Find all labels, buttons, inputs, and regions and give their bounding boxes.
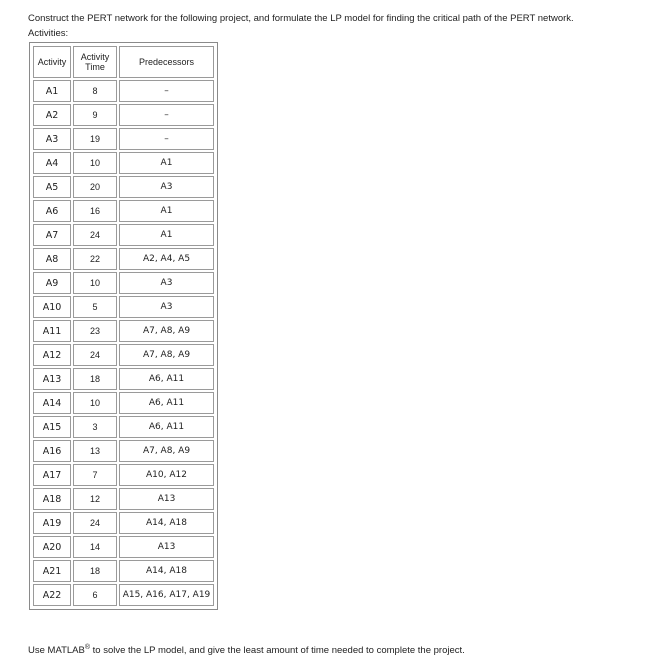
time-cell: 18 <box>73 368 117 390</box>
table-body <box>33 80 214 606</box>
table-row <box>33 488 214 510</box>
activity-cell: A12 <box>33 344 71 366</box>
activity-cell: A11 <box>33 320 71 342</box>
activity-cell: A7 <box>33 224 71 246</box>
predecessors-cell: A1 <box>119 152 214 174</box>
activity-cell: A21 <box>33 560 71 582</box>
table-row <box>33 272 214 294</box>
table-row <box>33 584 214 606</box>
time-cell: 16 <box>73 200 117 222</box>
table-row <box>33 152 214 174</box>
activities-label: Activities: <box>28 28 69 39</box>
predecessors-cell: A6, A11 <box>119 368 214 390</box>
activity-cell: A17 <box>33 464 71 486</box>
table-row <box>33 296 214 318</box>
activity-cell: A20 <box>33 536 71 558</box>
table-row <box>33 176 214 198</box>
predecessors-cell: A13 <box>119 488 214 510</box>
time-cell: 24 <box>73 512 117 534</box>
predecessors-cell: A1 <box>119 200 214 222</box>
table-row <box>33 128 214 150</box>
table-row <box>33 320 214 342</box>
header-time-line1: Activity <box>80 52 110 62</box>
activity-cell: A3 <box>33 128 71 150</box>
predecessors-cell: A3 <box>119 272 214 294</box>
activity-cell: A4 <box>33 152 71 174</box>
header-activity-label: Activity <box>37 57 67 67</box>
predecessors-cell: A3 <box>119 176 214 198</box>
predecessors-cell: A6, A11 <box>119 392 214 414</box>
table-row <box>33 560 214 582</box>
time-cell: 24 <box>73 224 117 246</box>
predecessors-cell: – <box>119 104 214 126</box>
table-row <box>33 224 214 246</box>
problem-intro <box>28 11 574 41</box>
table-row <box>33 416 214 438</box>
activity-cell: A19 <box>33 512 71 534</box>
table-row <box>33 200 214 222</box>
time-cell: 5 <box>73 296 117 318</box>
table-row <box>33 512 214 534</box>
predecessors-cell: A3 <box>119 296 214 318</box>
footer-text-before: Use MATLAB <box>28 645 85 657</box>
table-header-row <box>33 46 214 78</box>
activity-cell: A6 <box>33 200 71 222</box>
predecessors-cell: A1 <box>119 224 214 246</box>
time-cell: 22 <box>73 248 117 270</box>
table-row <box>33 536 214 558</box>
time-cell: 10 <box>73 152 117 174</box>
time-cell: 19 <box>73 128 117 150</box>
question-text: Construct the PERT network for the following project, and formulate the LP model for finding the critical path of the PERT network. <box>28 13 574 24</box>
predecessors-cell: A10, A12 <box>119 464 214 486</box>
activity-cell: A8 <box>33 248 71 270</box>
table-row <box>33 368 214 390</box>
activity-cell: A16 <box>33 440 71 462</box>
predecessors-cell: A6, A11 <box>119 416 214 438</box>
time-cell: 13 <box>73 440 117 462</box>
table-row <box>33 464 214 486</box>
activity-cell: A18 <box>33 488 71 510</box>
predecessors-cell: A7, A8, A9 <box>119 440 214 462</box>
activity-cell: A5 <box>33 176 71 198</box>
time-cell: 23 <box>73 320 117 342</box>
activities-table <box>31 44 216 608</box>
time-cell: 10 <box>73 392 117 414</box>
header-predecessors-label: Predecessors <box>138 57 195 67</box>
activity-cell: A14 <box>33 392 71 414</box>
footer-text-after: to solve the LP model, and give the least amount of time needed to complete the project. <box>90 645 465 657</box>
predecessors-cell: – <box>119 80 214 102</box>
activity-cell: A15 <box>33 416 71 438</box>
activity-cell: A22 <box>33 584 71 606</box>
time-cell: 7 <box>73 464 117 486</box>
header-predecessors <box>119 46 214 78</box>
time-cell: 18 <box>73 560 117 582</box>
table-row <box>33 104 214 126</box>
table-row <box>33 248 214 270</box>
predecessors-cell: A13 <box>119 536 214 558</box>
table-row <box>33 440 214 462</box>
registered-mark: ® <box>84 644 91 651</box>
table-row <box>33 344 214 366</box>
activity-cell: A9 <box>33 272 71 294</box>
predecessors-cell: A14, A18 <box>119 560 214 582</box>
table-row <box>33 392 214 414</box>
activity-cell: A2 <box>33 104 71 126</box>
header-time-line2: Time <box>85 62 105 72</box>
activity-cell: A10 <box>33 296 71 318</box>
predecessors-cell: A2, A4, A5 <box>119 248 214 270</box>
activity-cell: A1 <box>33 80 71 102</box>
table-row <box>33 80 214 102</box>
predecessors-cell: A7, A8, A9 <box>119 320 214 342</box>
time-cell: 12 <box>73 488 117 510</box>
footer-instruction <box>28 644 465 656</box>
activities-table-frame <box>29 42 218 610</box>
predecessors-cell: A7, A8, A9 <box>119 344 214 366</box>
header-activity <box>33 46 71 78</box>
time-cell: 3 <box>73 416 117 438</box>
header-activity-time <box>73 46 117 78</box>
time-cell: 9 <box>73 104 117 126</box>
time-cell: 20 <box>73 176 117 198</box>
predecessors-cell: – <box>119 128 214 150</box>
activity-cell: A13 <box>33 368 71 390</box>
predecessors-cell: A14, A18 <box>119 512 214 534</box>
time-cell: 24 <box>73 344 117 366</box>
time-cell: 6 <box>73 584 117 606</box>
time-cell: 10 <box>73 272 117 294</box>
predecessors-cell: A15, A16, A17, A19 <box>119 584 214 606</box>
time-cell: 8 <box>73 80 117 102</box>
time-cell: 14 <box>73 536 117 558</box>
